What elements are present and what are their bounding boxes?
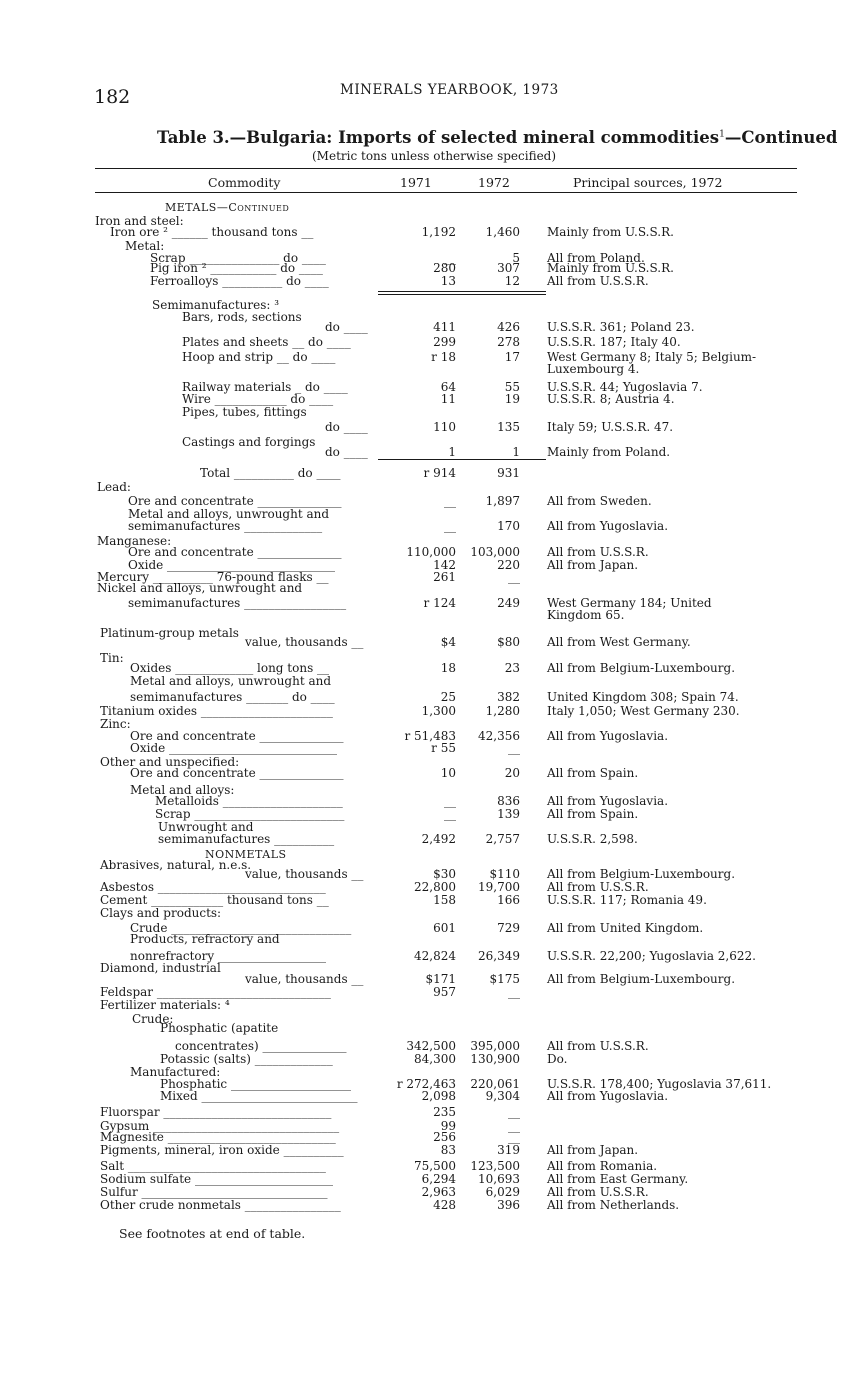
value-1971: 411 [433,320,456,334]
commodity-label: Abrasives, natural, n.e.s. [100,858,252,872]
commodity-label: Crude ______________________________ [130,921,352,935]
commodity-label: Railway materials _ do ____ [182,380,348,394]
commodity-label: Fluorspar ____________________________ [100,1105,332,1119]
table-title-footnote-ref: 1 [719,129,725,140]
principal-sources: U.S.S.R. 361; Poland 23. [547,320,695,334]
commodity-label: Other and unspecified: [100,755,240,769]
value-1972: 382 [497,690,520,704]
value-1972: 19,700 [478,880,520,894]
table-row [0,691,863,704]
table-row [0,226,863,239]
commodity-label: Potassic (salts) _____________ [160,1052,333,1066]
commodity-label: Mercury __________ 76-pound flasks __ [97,570,329,584]
principal-sources: All from U.S.S.R. [547,880,649,894]
commodity-label: Plates and sheets __ do ____ [182,335,351,349]
value-1971: 256 [433,1130,456,1144]
value-1971: 6,294 [421,1172,456,1186]
value-1972: $175 [489,972,520,986]
principal-sources: All from Spain. [547,766,639,780]
value-1972: __ [508,1130,520,1144]
value-1971: 11 [440,392,456,406]
value-1972: 130,900 [470,1052,520,1066]
table-row [0,446,863,459]
value-1972: 103,000 [470,545,520,559]
commodity-label: nonrefractory __________________ [130,949,326,963]
value-1971: 110,000 [406,545,456,559]
commodity-label: Salt _________________________________ [100,1159,326,1173]
value-1971: __ [444,794,456,808]
principal-sources: U.S.S.R. 117; Romania 49. [547,893,707,907]
subtotal-rule [378,291,546,292]
commodity-label: Nickel and alloys, unwrought and [97,581,303,595]
value-1972: $80 [497,635,520,649]
value-1972: 426 [497,320,520,334]
table-row [0,1090,863,1103]
principal-sources: Luxembourg 4. [547,362,640,376]
principal-sources: Italy 1,050; West Germany 230. [547,704,740,718]
value-1971: 2,963 [421,1185,456,1199]
commodity-label: value, thousands __ [245,867,364,881]
value-1971: $4 [440,635,456,649]
page-number: 182 [94,86,131,108]
commodity-label: Phosphatic (apatite [160,1021,279,1035]
value-1971: r 914 [423,466,456,480]
commodity-label: Bars, rods, sections [182,310,302,324]
principal-sources: All from Japan. [547,1143,639,1157]
commodity-label: Metal: [125,239,165,253]
table-row [0,833,863,846]
value-1972: 1,280 [485,704,520,718]
value-1971: 428 [433,1198,456,1212]
commodity-label: do ____ [325,445,368,459]
commodity-label: Manganese: [97,534,172,548]
principal-sources: U.S.S.R. 178,400; Yugoslavia 37,611. [547,1077,772,1091]
commodity-label: Castings and forgings [182,435,316,449]
commodity-label: Ore and concentrate ______________ [130,766,344,780]
principal-sources: All from Belgium-Luxembourg. [547,867,736,881]
table-row [0,481,863,494]
principal-sources: All from Spain. [547,807,639,821]
commodity-label: Unwrought and [158,820,254,834]
principal-sources: Mainly from U.S.S.R. [547,225,674,239]
value-1972: 931 [497,466,520,480]
table-row [0,742,863,755]
value-1971: 957 [433,985,456,999]
value-1972: 17 [504,350,520,364]
commodity-label: Pig iron ² ___________ do ____ [150,261,323,275]
commodity-label: Oxides _____________ long tons __ [130,661,330,675]
commodity-label: Ore and concentrate ______________ [128,545,342,559]
principal-sources: Italy 59; U.S.S.R. 47. [547,420,674,434]
value-1972: 123,500 [470,1159,520,1173]
commodity-label: Magnesite ____________________________ [100,1130,336,1144]
value-1972: 55 [504,380,520,394]
value-1972: 135 [497,420,520,434]
commodity-label: Asbestos ____________________________ [100,880,326,894]
table-row [0,1022,863,1035]
principal-sources: All from U.S.S.R. [547,274,649,288]
value-1971: r 272,463 [396,1077,456,1091]
commodity-label: Metal and alloys, unwrought and [130,674,332,688]
principal-sources: All from United Kingdom. [547,921,704,935]
value-1972: 319 [497,1143,520,1157]
value-1971: 75,500 [414,1159,456,1173]
value-1971: 84,300 [414,1052,456,1066]
principal-sources: United Kingdom 308; Spain 74. [547,690,739,704]
value-1971: 2,492 [421,832,456,846]
value-1972: 1,897 [485,494,520,508]
table-row [0,336,863,349]
table-row [0,321,863,334]
value-1971: 99 [440,1119,456,1133]
value-1972: 395,000 [470,1039,520,1053]
value-1971: __ [444,807,456,821]
value-1972: 729 [497,921,520,935]
value-1971: 342,500 [406,1039,456,1053]
value-1972: 9,304 [485,1089,520,1103]
value-1972: 307 [497,261,520,275]
commodity-label: Semimanufactures: ³ [152,298,280,312]
value-1972: 220,061 [470,1077,520,1091]
principal-sources: U.S.S.R. 2,598. [547,832,638,846]
commodity-label: Ore and concentrate ______________ [128,494,342,508]
value-1972: __ [508,1105,520,1119]
table-title-main: Table 3.—Bulgaria: Imports of selected mineral commodities [157,128,720,147]
header-1972: 1972 [478,175,510,190]
value-1972: 166 [497,893,520,907]
commodity-label: Oxide ____________________________ [130,741,338,755]
header-principal-sources: Principal sources, 1972 [573,175,723,190]
value-1972: 26,349 [478,949,520,963]
commodity-label: concentrates) ______________ [175,1039,347,1053]
table-row [0,201,863,214]
principal-sources: All from U.S.S.R. [547,545,649,559]
commodity-label: Hoop and strip __ do ____ [182,350,336,364]
value-1972: 12 [504,274,520,288]
commodity-label: semimanufactures _____________ [128,519,323,533]
value-1971: 42,824 [414,949,456,963]
commodity-label: Iron ore ² ______ thousand tons __ [110,225,314,239]
commodity-label: Other crude nonmetals ________________ [100,1198,341,1212]
value-1972: $110 [489,867,520,881]
commodity-label: Ore and concentrate ______________ [130,729,344,743]
value-1971: 110 [433,420,456,434]
principal-sources: All from U.S.S.R. [547,1185,649,1199]
commodity-label: Gypsum _______________________________ [100,1119,340,1133]
principal-sources: Mainly from U.S.S.R. [547,261,674,275]
value-1971: r 124 [423,596,456,610]
value-1972: 170 [497,519,520,533]
header-1971: 1971 [400,175,432,190]
header-commodity: Commodity [208,175,281,190]
commodity-label: Fertilizer materials: ⁴ [100,998,230,1012]
value-1971: 13 [440,274,456,288]
value-1972: 20 [504,766,520,780]
principal-sources: U.S.S.R. 22,200; Yugoslavia 2,622. [547,949,756,963]
commodity-label: Tin: [100,651,124,665]
principal-sources: All from Belgium-Luxembourg. [547,661,736,675]
value-1972: __ [508,741,520,755]
principal-sources: Do. [547,1052,568,1066]
commodity-label: Titanium oxides ______________________ [100,704,333,718]
total-rule [378,459,546,460]
commodity-label: Crude: [132,1012,174,1026]
principal-sources: Mainly from Poland. [547,445,671,459]
table-row [0,1199,863,1212]
commodity-label: Cement ____________ thousand tons __ [100,893,329,907]
table-subtitle: (Metric tons unless otherwise specified) [312,149,557,163]
commodity-label: semimanufactures __________ [158,832,335,846]
commodity-label: Pigments, mineral, iron oxide __________ [100,1143,344,1157]
value-1971: 299 [433,335,456,349]
value-1971: 235 [433,1105,456,1119]
value-1972: 139 [497,807,520,821]
value-1971: $30 [433,867,456,881]
commodity-label: Ferroalloys __________ do ____ [150,274,329,288]
value-1972: 19 [504,392,520,406]
table-row [0,393,863,406]
table-row [0,933,863,946]
principal-sources: All from Yugoslavia. [547,1089,669,1103]
table-row [0,467,863,480]
commodity-label: Iron and steel: [95,214,184,228]
value-1972: 836 [497,794,520,808]
commodity-label: Metal and alloys: [130,783,235,797]
commodity-label: Manufactured: [130,1065,221,1079]
value-1971: 2,098 [421,1089,456,1103]
table-row [0,636,863,649]
value-1972: __ [508,985,520,999]
table-row [0,582,863,595]
table-row [0,609,863,622]
table-row [0,808,863,821]
value-1972: 42,356 [478,729,520,743]
commodity-label: Products, refractory and [130,932,280,946]
value-1971: 22,800 [414,880,456,894]
table-row [0,999,863,1012]
commodity-label: Diamond, industrial [100,961,221,975]
commodity-label: do ____ [325,320,368,334]
commodity-label: Sodium sulfate _______________________ [100,1172,333,1186]
commodity-label: Phosphatic ____________________ [160,1077,351,1091]
principal-sources: U.S.S.R. 8; Austria 4. [547,392,675,406]
commodity-label: Lead: [97,480,131,494]
commodity-label: METALS—Continued [165,201,290,214]
commodity-label: Pipes, tubes, fittings [182,405,307,419]
principal-sources: U.S.S.R. 44; Yugoslavia 7. [547,380,703,394]
commodity-label: Metalloids ____________________ [155,794,343,808]
value-1972: 249 [497,596,520,610]
table-top-rule [95,168,797,169]
principal-sources: All from East Germany. [547,1172,689,1186]
commodity-label: Sulfur _______________________________ [100,1185,328,1199]
value-1971: __ [444,494,456,508]
principal-sources: All from Poland. [547,251,645,265]
commodity-label: Scrap _______________ do ____ [150,251,326,265]
commodity-label: Mixed __________________________ [160,1089,358,1103]
value-1972: 10,693 [478,1172,520,1186]
commodity-label: Wire ____________ do ____ [182,392,334,406]
value-1971: 10 [440,766,456,780]
table-row [0,1106,863,1119]
principal-sources: All from Yugoslavia. [547,729,669,743]
value-1972: 220 [497,558,520,572]
value-1971: r 18 [431,350,456,364]
table-row [0,767,863,780]
principal-sources: All from Belgium-Luxembourg. [547,972,736,986]
table-row [0,795,863,808]
value-1971: __ [444,251,456,265]
commodity-label: Feldspar _____________________________ [100,985,331,999]
value-1972: 396 [497,1198,520,1212]
value-1971: 25 [440,690,456,704]
value-1971: 1,192 [421,225,456,239]
value-1971: 64 [440,380,456,394]
commodity-label: NONMETALS [205,848,287,861]
principal-sources: West Germany 8; Italy 5; Belgium- [547,350,757,364]
table-row [0,406,863,419]
value-1972: __ [508,1119,520,1133]
footnote: See footnotes at end of table. [119,1226,306,1241]
value-1971: 261 [433,570,456,584]
principal-sources: All from Japan. [547,558,639,572]
commodity-label: Total __________ do ____ [200,466,341,480]
table-row [0,907,863,920]
commodity-label: Metal and alloys, unwrought and [128,507,330,521]
value-1971: 280 [433,261,456,275]
table-title [157,128,837,147]
value-1971: 158 [433,893,456,907]
commodity-label: Clays and products: [100,906,222,920]
subtotal-rule-double [378,294,546,295]
value-1972: 278 [497,335,520,349]
value-1972: __ [508,570,520,584]
value-1972: 1 [512,445,520,459]
header-bottom-rule [95,192,797,193]
principal-sources: All from Sweden. [547,494,652,508]
commodity-label: semimanufactures _________________ [128,596,347,610]
value-1972: 2,757 [485,832,520,846]
table-row [0,520,863,533]
value-1972: 5 [512,251,520,265]
value-1971: r 55 [431,741,456,755]
principal-sources: All from Romania. [547,1159,658,1173]
value-1972: 1,460 [485,225,520,239]
value-1971: __ [444,519,456,533]
commodity-label: Scrap _________________________ [155,807,345,821]
table-row [0,421,863,434]
table-row [0,363,863,376]
value-1971: 142 [433,558,456,572]
table-row [0,262,863,275]
commodity-label: Oxide ____________________________ [128,558,336,572]
commodity-label: Zinc: [100,717,131,731]
value-1971: 83 [440,1143,456,1157]
value-1971: 1,300 [421,704,456,718]
commodity-label: value, thousands __ [245,972,364,986]
commodity-label: semimanufactures _______ do ____ [130,690,335,704]
running-head: MINERALS YEARBOOK, 1973 [340,82,559,98]
principal-sources: All from Netherlands. [547,1198,680,1212]
value-1971: 1 [448,445,456,459]
table-row [0,1144,863,1157]
value-1972: 6,029 [485,1185,520,1199]
commodity-label: value, thousands __ [245,635,364,649]
table-title-tail: —Continued [724,128,838,147]
principal-sources: All from Yugoslavia. [547,519,669,533]
commodity-label: do ____ [325,420,368,434]
principal-sources: All from West Germany. [547,635,691,649]
table-row [0,275,863,288]
value-1971: $171 [425,972,456,986]
principal-sources: All from Yugoslavia. [547,794,669,808]
principal-sources: West Germany 184; United [547,596,712,610]
value-1972: 23 [504,661,520,675]
value-1971: 601 [433,921,456,935]
value-1971: r 51,483 [404,729,456,743]
table-row [0,675,863,688]
commodity-label: Platinum-group metals [100,626,239,640]
principal-sources: U.S.S.R. 187; Italy 40. [547,335,681,349]
principal-sources: All from U.S.S.R. [547,1039,649,1053]
principal-sources: Kingdom 65. [547,608,625,622]
value-1971: 18 [440,661,456,675]
